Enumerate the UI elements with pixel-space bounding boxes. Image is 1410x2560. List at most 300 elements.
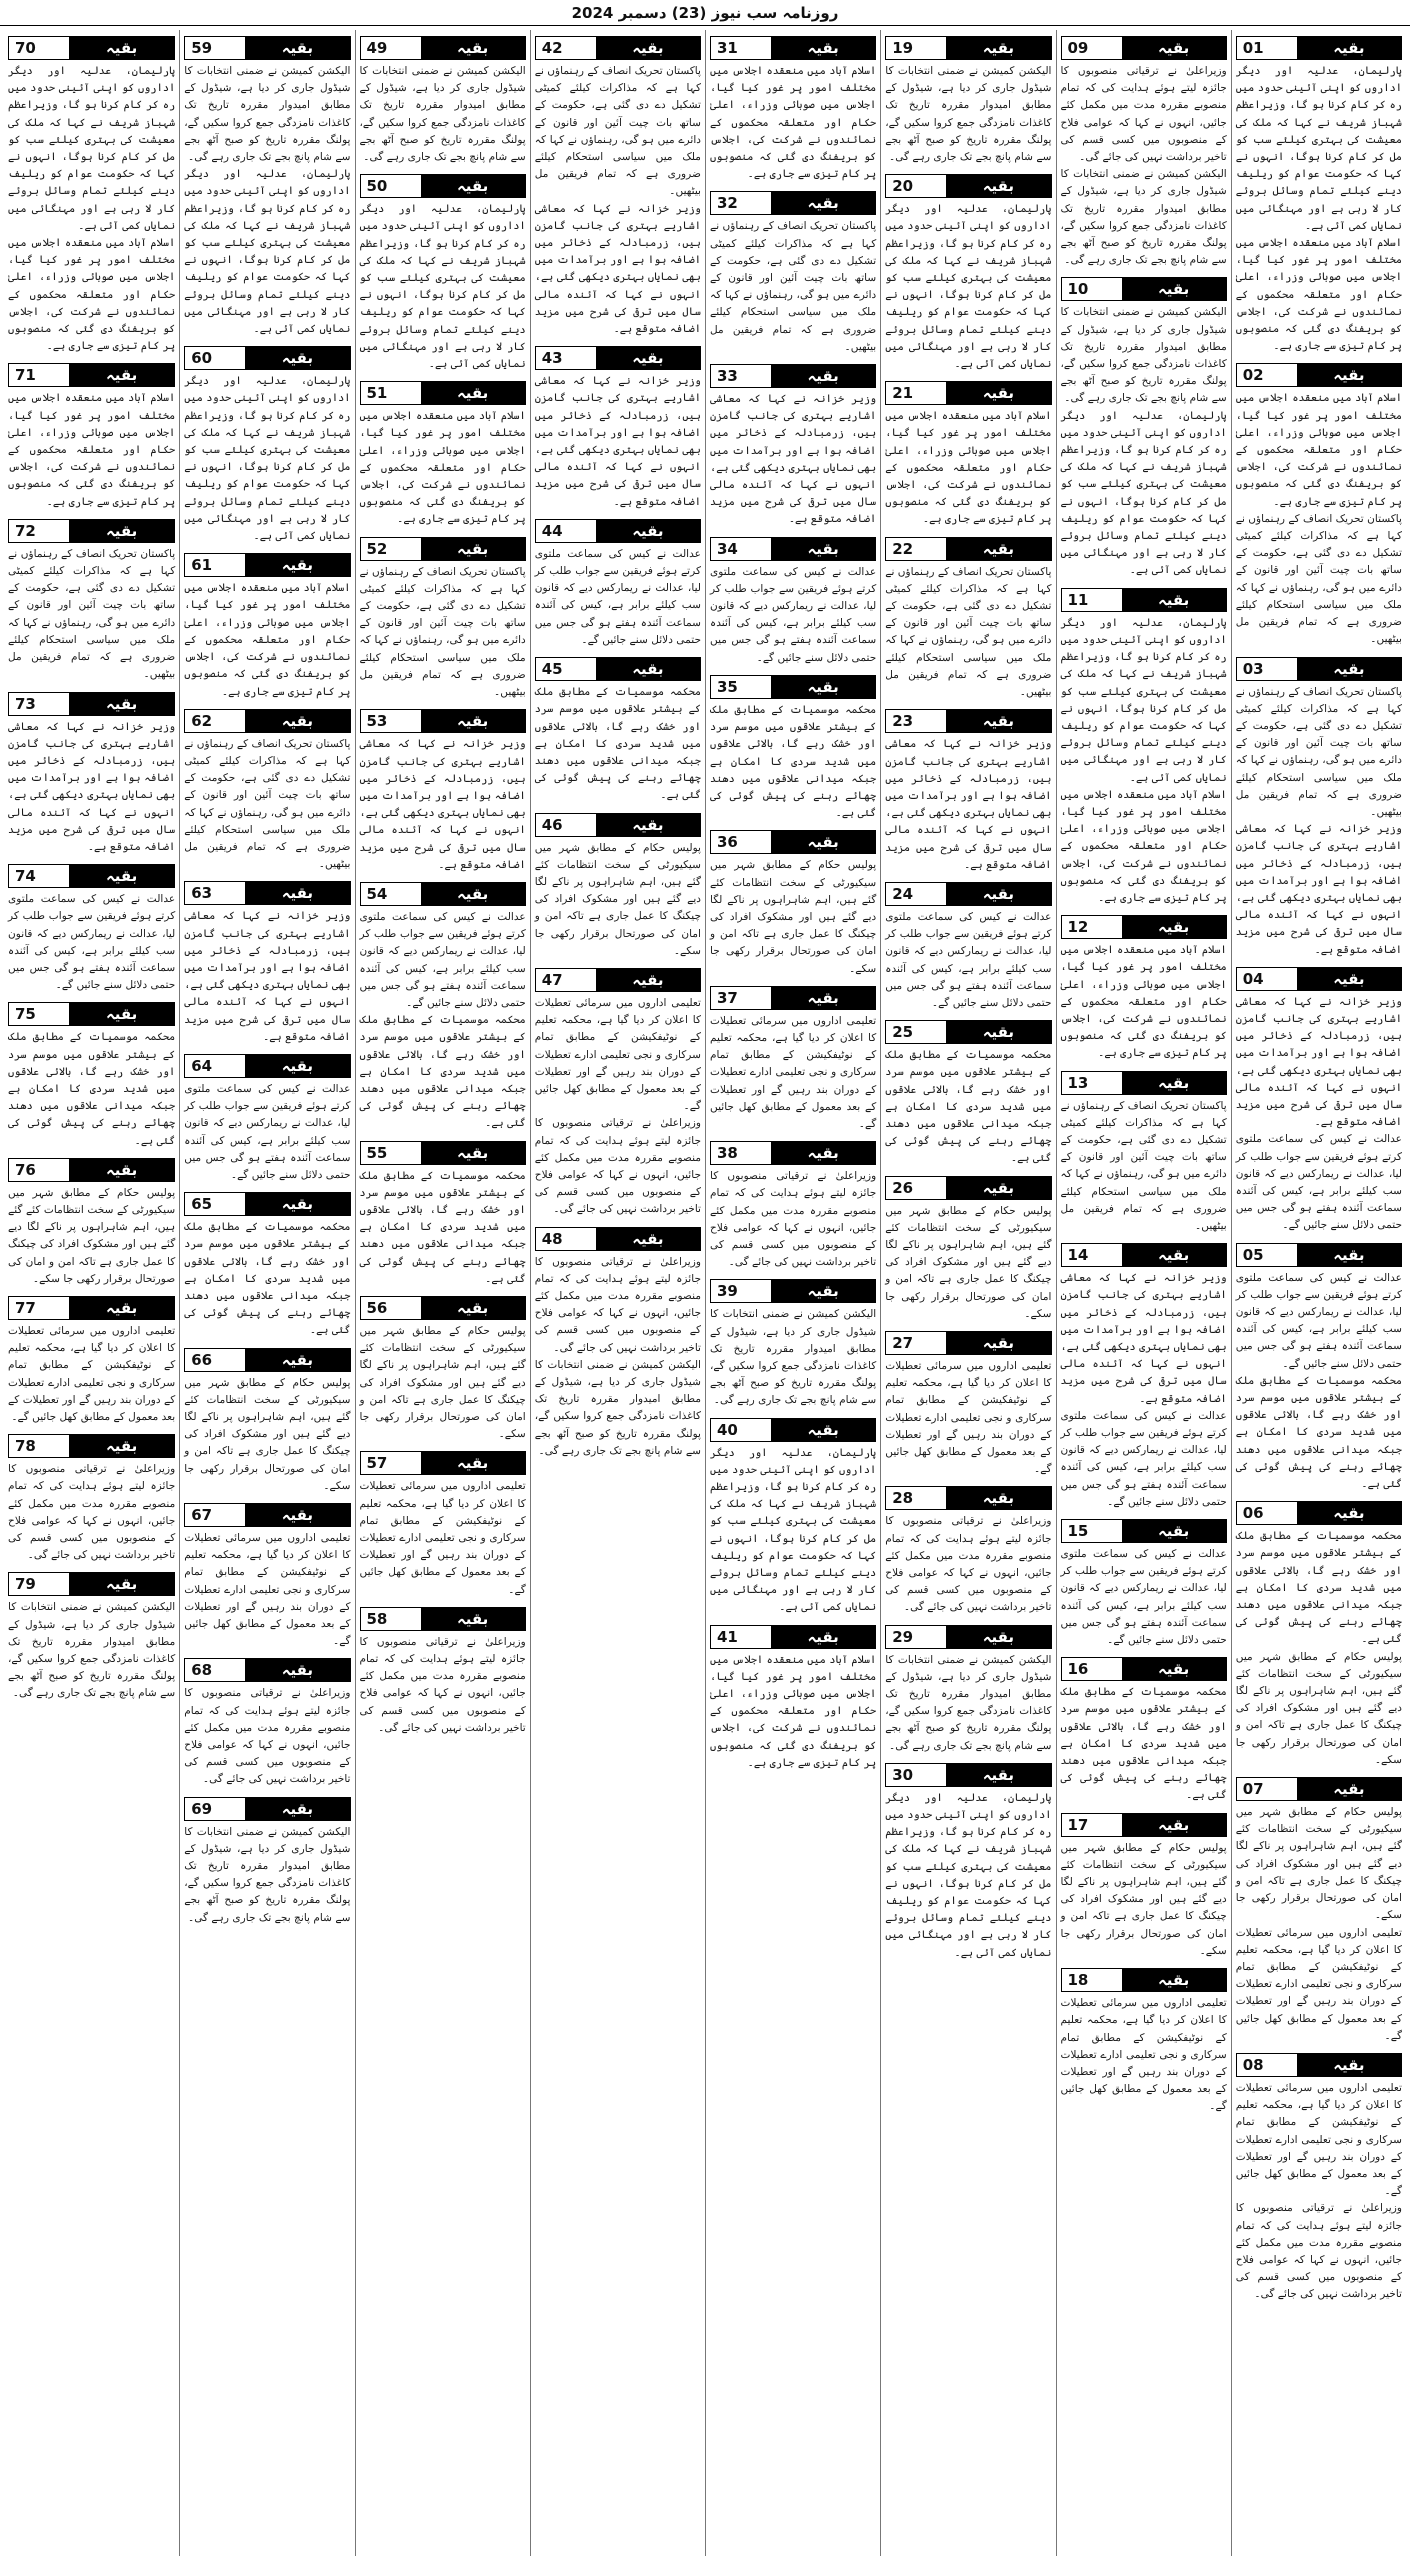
continuation-header xyxy=(360,709,526,733)
continuation-block xyxy=(885,533,1051,702)
continuation-header xyxy=(184,709,350,733)
continuation-number: 72 xyxy=(9,520,69,542)
article-text: وزیراعلیٰ نے ترقیاتی منصوبوں کا جائزہ لیتے ہوئے ہدایت کی کہ تمام منصوبے مقررہ مدت میں مکمل کئے جائیں، انہوں نے کہا کہ عوامی فلاح کے منصوبوں میں کسی قسم کی تاخیر برداشت نہیں کی جائے گی۔ xyxy=(184,1687,351,1786)
article-text: پولیس حکام کے مطابق شہر میں سیکیورٹی کے سخت انتظامات کئے گئے ہیں، اہم شاہراہوں پر ناکے لگا دیے گئے ہیں اور مشکوک افراد کی چیکنگ کا عمل جاری ہے تاکہ امن و امان کی صورتحال برقرار رکھی جا سکے۔ xyxy=(184,1376,351,1492)
continuation-header xyxy=(710,1141,876,1165)
continuation-header xyxy=(1236,36,1402,60)
continuation-header xyxy=(535,657,701,681)
continuation-number: 46 xyxy=(536,814,596,836)
continuation-number: 40 xyxy=(711,1419,771,1441)
continuation-label: بقیہ xyxy=(421,175,525,197)
continuation-block xyxy=(885,1172,1051,1323)
continuation-number: 42 xyxy=(536,37,596,59)
continuation-label: بقیہ xyxy=(69,520,174,542)
continuation-block xyxy=(184,549,350,700)
article-text: تعلیمی اداروں میں سرمائی تعطیلات کا اعلان کر دیا گیا ہے، محکمہ تعلیم کے نوٹیفکیشن کے مطابق تمام سرکاری و نجی تعلیمی ادارے تعطیلات کے دوران بند رہیں گے اور تعطیلات کے بعد معمول کے مطابق کھل جائیں گے۔ xyxy=(534,996,701,1113)
article-text: وزیراعلیٰ نے ترقیاتی منصوبوں کا جائزہ لیتے ہوئے ہدایت کی کہ تمام منصوبے مقررہ مدت میں مکمل کئے جائیں، انہوں نے کہا کہ عوامی فلاح کے منصوبوں میں کسی قسم کی تاخیر برداشت نہیں کی جائے گی۔ xyxy=(8,1463,176,1562)
continuation-number: 06 xyxy=(1237,1502,1297,1524)
continuation-block xyxy=(360,1603,526,1737)
continuation-header xyxy=(360,882,526,906)
continuation-header xyxy=(710,830,876,854)
continuation-header xyxy=(710,1279,876,1303)
page-column xyxy=(179,30,354,2556)
continuation-number: 60 xyxy=(185,347,245,369)
continuation-label: بقیہ xyxy=(421,1142,525,1164)
continuation-header xyxy=(1061,36,1227,60)
continuation-label: بقیہ xyxy=(245,1055,349,1077)
continuation-block xyxy=(535,342,701,511)
continuation-label: بقیہ xyxy=(946,1764,1050,1786)
continuation-number: 30 xyxy=(886,1764,946,1786)
continuation-label: بقیہ xyxy=(771,1280,875,1302)
article-text: عدالت نے کیس کی سماعت ملتوی کرتے ہوئے فریقین سے جواب طلب کر لیا، عدالت نے ریمارکس دیے کہ قانون سب کیلئے برابر ہے، کیس کی آئندہ سماعت آئندہ ہفتے ہو گی جس میں حتمی دلائل سنے جائیں گے۔ xyxy=(534,547,701,646)
article-text: پاکستان تحریک انصاف کے رہنماؤں نے کہا ہے کہ مذاکرات کیلئے کمیٹی تشکیل دے دی گئی ہے، حکومت کے ساتھ بات چیت آئین اور قانون کے دائرے میں ہو گی، رہنماؤں نے کہا کہ ملک میں سیاسی استحکام کیلئے ضروری ہے کہ تمام فریقین مل بیٹھیں۔ xyxy=(534,65,701,198)
continuation-block xyxy=(360,1137,526,1288)
continuation-header xyxy=(360,1141,526,1165)
article-text: اسلام آباد میں منعقدہ اجلاس میں مختلف امور پر غور کیا گیا، اجلاس میں صوبائی وزراء، اعلیٰ حکام اور متعلقہ محکموں کے نمائندوں نے شرکت کی، اجلاس کو بریفنگ دی گئی کہ منصوبوں پر کام تیزی سے جاری ہے۔ xyxy=(8,237,176,353)
continuation-label: بقیہ xyxy=(1297,658,1401,680)
continuation-number: 04 xyxy=(1237,968,1297,990)
continuation-block xyxy=(1061,273,1227,579)
continuation-number: 23 xyxy=(886,710,946,732)
article-text: اسلام آباد میں منعقدہ اجلاس میں مختلف امور پر غور کیا گیا، اجلاس میں صوبائی وزراء، اعلیٰ حکام اور متعلقہ محکموں کے نمائندوں نے شرکت کی، اجلاس کو بریفنگ دی گئی کہ منصوبوں پر کام تیزی سے جاری ہے۔ xyxy=(8,392,176,508)
article-text: محکمہ موسمیات کے مطابق ملک کے بیشتر علاقوں میں موسم سرد اور خشک رہے گا، بالائی علاقوں میں شدید سردی کا امکان ہے جبکہ میدانی علاقوں میں دھند چھائے رہنے کی پیش گوئی کی گئی ہے۔ xyxy=(534,686,701,802)
continuation-number: 11 xyxy=(1062,589,1122,611)
article-text: پاکستان تحریک انصاف کے رہنماؤں نے کہا ہے کہ مذاکرات کیلئے کمیٹی تشکیل دے دی گئی ہے، حکومت کے ساتھ بات چیت آئین اور قانون کے دائرے میں ہو گی، رہنماؤں نے کہا کہ ملک میں سیاسی استحکام کیلئے ضروری ہے کہ تمام فریقین مل بیٹھیں۔ xyxy=(885,565,1052,699)
article-text: عدالت نے کیس کی سماعت ملتوی کرتے ہوئے فریقین سے جواب طلب کر لیا، عدالت نے ریمارکس دیے کہ قانون سب کیلئے برابر ہے، کیس کی آئندہ سماعت آئندہ ہفتے ہو گی جس میں حتمی دلائل سنے جائیں گے۔ xyxy=(1235,1133,1402,1232)
continuation-header xyxy=(8,363,175,387)
continuation-header xyxy=(885,882,1051,906)
continuation-label: بقیہ xyxy=(946,1021,1050,1043)
continuation-header xyxy=(1236,1243,1402,1267)
continuation-number: 65 xyxy=(185,1193,245,1215)
continuation-number: 05 xyxy=(1237,1244,1297,1266)
continuation-block xyxy=(1236,1239,1402,1494)
page-column xyxy=(705,30,880,2556)
article-text: وزیر خزانہ نے کہا کہ معاشی اشاریے بہتری کی جانب گامزن ہیں، زرمبادلہ کے ذخائر میں اضافہ ہوا ہے اور برآمدات میں بھی نمایاں بہتری دیکھی گئی ہے، انہوں نے کہا کہ آئندہ مالی سال میں ترقی کی شرح میں مزید اضافہ متوقع ہے۔ xyxy=(885,738,1052,871)
article-text: وزیراعلیٰ نے ترقیاتی منصوبوں کا جائزہ لیتے ہوئے ہدایت کی کہ تمام منصوبے مقررہ مدت میں مکمل کئے جائیں، انہوں نے کہا کہ عوامی فلاح کے منصوبوں میں کسی قسم کی تاخیر برداشت نہیں کی جائے گی۔ xyxy=(885,1515,1052,1614)
continuation-label: بقیہ xyxy=(245,1193,349,1215)
article-text: الیکشن کمیشن نے ضمنی انتخابات کا شیڈول جاری کر دیا ہے، شیڈول کے مطابق امیدوار مقررہ تاریخ تک کاغذات نامزدگی جمع کروا سکیں گے، پولنگ مقررہ تاریخ کو صبح آٹھ بجے سے شام پانچ بجے تک جاری رہے گی۔ xyxy=(184,65,351,164)
continuation-number: 68 xyxy=(185,1659,245,1681)
continuation-number: 01 xyxy=(1237,37,1297,59)
continuation-number: 71 xyxy=(9,364,69,386)
continuation-block xyxy=(710,1137,876,1271)
continuation-header xyxy=(885,1331,1051,1355)
continuation-label: بقیہ xyxy=(421,883,525,905)
continuation-number: 20 xyxy=(886,175,946,197)
continuation-number: 75 xyxy=(9,1003,69,1025)
continuation-label: بقیہ xyxy=(596,347,700,369)
continuation-header xyxy=(8,1002,175,1026)
article-text: الیکشن کمیشن نے ضمنی انتخابات کا شیڈول جاری کر دیا ہے، شیڈول کے مطابق امیدوار مقررہ تاریخ تک کاغذات نامزدگی جمع کروا سکیں گے، پولنگ مقررہ تاریخ کو صبح آٹھ بجے سے شام پانچ بجے تک جاری رہے گی۔ xyxy=(534,1358,701,1457)
continuation-label: بقیہ xyxy=(1122,37,1226,59)
continuation-number: 26 xyxy=(886,1177,946,1199)
continuation-header xyxy=(184,1348,350,1372)
continuation-label: بقیہ xyxy=(1297,1244,1401,1266)
continuation-label: بقیہ xyxy=(69,693,174,715)
continuation-block xyxy=(1061,1809,1227,1960)
continuation-block xyxy=(710,187,876,356)
continuation-header xyxy=(710,1418,876,1442)
article-text: وزیراعلیٰ نے ترقیاتی منصوبوں کا جائزہ لیتے ہوئے ہدایت کی کہ تمام منصوبے مقررہ مدت میں مکمل کئے جائیں، انہوں نے کہا کہ عوامی فلاح کے منصوبوں میں کسی قسم کی تاخیر برداشت نہیں کی جائے گی۔ xyxy=(534,1117,701,1216)
continuation-header xyxy=(1061,1243,1227,1267)
continuation-number: 61 xyxy=(185,554,245,576)
continuation-header xyxy=(1061,1071,1227,1095)
article-text: وزیراعلیٰ نے ترقیاتی منصوبوں کا جائزہ لیتے ہوئے ہدایت کی کہ تمام منصوبے مقررہ مدت میں مکمل کئے جائیں، انہوں نے کہا کہ عوامی فلاح کے منصوبوں میں کسی قسم کی تاخیر برداشت نہیں کی جائے گی۔ xyxy=(534,1255,701,1354)
continuation-header xyxy=(8,692,175,716)
continuation-header xyxy=(8,1158,175,1182)
page-column xyxy=(1231,30,1406,2556)
continuation-label: بقیہ xyxy=(1297,364,1401,386)
continuation-label: بقیہ xyxy=(946,1626,1050,1648)
continuation-number: 52 xyxy=(361,538,421,560)
continuation-label: بقیہ xyxy=(421,1608,525,1630)
continuation-label: بقیہ xyxy=(245,710,349,732)
page-column xyxy=(355,30,530,2556)
continuation-header xyxy=(1061,915,1227,939)
continuation-label: بقیہ xyxy=(69,1573,174,1595)
continuation-number: 63 xyxy=(185,882,245,904)
continuation-block xyxy=(184,1793,350,1927)
continuation-label: بقیہ xyxy=(421,37,525,59)
article-text: اسلام آباد میں منعقدہ اجلاس میں مختلف امور پر غور کیا گیا، اجلاس میں صوبائی وزراء، اعلیٰ حکام اور متعلقہ محکموں کے نمائندوں نے شرکت کی، اجلاس کو بریفنگ دی گئی کہ منصوبوں پر کام تیزی سے جاری ہے۔ xyxy=(710,1653,877,1769)
continuation-number: 36 xyxy=(711,831,771,853)
continuation-header xyxy=(8,1296,175,1320)
continuation-number: 73 xyxy=(9,693,69,715)
article-text: پولیس حکام کے مطابق شہر میں سیکیورٹی کے سخت انتظامات کئے گئے ہیں، اہم شاہراہوں پر ناکے لگا دیے گئے ہیں اور مشکوک افراد کی چیکنگ کا عمل جاری ہے تاکہ امن و امان کی صورتحال برقرار رکھی جا سکے۔ xyxy=(1235,1806,1402,1922)
article-text: پولیس حکام کے مطابق شہر میں سیکیورٹی کے سخت انتظامات کئے گئے ہیں، اہم شاہراہوں پر ناکے لگا دیے گئے ہیں اور مشکوک افراد کی چیکنگ کا عمل جاری ہے تاکہ امن و امان کی صورتحال برقرار رکھی جا سکے۔ xyxy=(359,1324,526,1441)
continuation-block xyxy=(1061,1067,1227,1236)
continuation-number: 55 xyxy=(361,1142,421,1164)
article-text: وزیر خزانہ نے کہا کہ معاشی اشاریے بہتری کی جانب گامزن ہیں، زرمبادلہ کے ذخائر میں اضافہ ہوا ہے اور برآمدات میں بھی نمایاں بہتری دیکھی گئی ہے، انہوں نے کہا کہ آئندہ مالی سال میں ترقی کی شرح میں مزید اضافہ متوقع ہے۔ xyxy=(1060,1272,1227,1405)
continuation-number: 51 xyxy=(361,382,421,404)
article-text: الیکشن کمیشن نے ضمنی انتخابات کا شیڈول جاری کر دیا ہے، شیڈول کے مطابق امیدوار مقررہ تاریخ تک کاغذات نامزدگی جمع کروا سکیں گے، پولنگ مقررہ تاریخ کو صبح آٹھ بجے سے شام پانچ بجے تک جاری رہے گی۔ xyxy=(359,65,526,164)
continuation-label: بقیہ xyxy=(69,1003,174,1025)
continuation-header xyxy=(885,1763,1051,1787)
continuation-header xyxy=(8,1572,175,1596)
article-text: پارلیمان، عدلیہ اور دیگر اداروں کو اپنی آئینی حدود میں رہ کر کام کرنا ہو گا، وزیراعظم شہباز شریف نے کہا کہ ملک کی معیشت کی بہتری کیلئے سب کو مل کر کام کرنا ہوگا، انہوں نے کہا کہ حکومت عوام کو ریلیف دینے کیلئے تمام وسائل بروئے کار لا رہی ہے اور مہنگائی میں نمایاں کمی آئی ہے۔ xyxy=(8,65,176,232)
continuation-number: 31 xyxy=(711,37,771,59)
article-text: تعلیمی اداروں میں سرمائی تعطیلات کا اعلان کر دیا گیا ہے، محکمہ تعلیم کے نوٹیفکیشن کے مطابق تمام سرکاری و نجی تعلیمی ادارے تعطیلات کے دوران بند رہیں گے اور تعطیلات کے بعد معمول کے مطابق کھل جائیں گے۔ xyxy=(1235,2081,1402,2198)
continuation-block xyxy=(885,1621,1051,1755)
continuation-header xyxy=(184,1054,350,1078)
continuation-label: بقیہ xyxy=(946,883,1050,905)
continuation-number: 32 xyxy=(711,192,771,214)
continuation-label: بقیہ xyxy=(1122,1072,1226,1094)
article-text: پاکستان تحریک انصاف کے رہنماؤں نے کہا ہے کہ مذاکرات کیلئے کمیٹی تشکیل دے دی گئی ہے، حکومت کے ساتھ بات چیت آئین اور قانون کے دائرے میں ہو گی، رہنماؤں نے کہا کہ ملک میں سیاسی استحکام کیلئے ضروری ہے کہ تمام فریقین مل بیٹھیں۔ xyxy=(359,565,526,699)
article-text: تعلیمی اداروں میں سرمائی تعطیلات کا اعلان کر دیا گیا ہے، محکمہ تعلیم کے نوٹیفکیشن کے مطابق تمام سرکاری و نجی تعلیمی ادارے تعطیلات کے دوران بند رہیں گے اور تعطیلات کے بعد معمول کے مطابق کھل جائیں گے۔ xyxy=(1060,1997,1227,2113)
article-text: اسلام آباد میں منعقدہ اجلاس میں مختلف امور پر غور کیا گیا، اجلاس میں صوبائی وزراء، اعلیٰ حکام اور متعلقہ محکموں کے نمائندوں نے شرکت کی، اجلاس کو بریفنگ دی گئی کہ منصوبوں پر کام تیزی سے جاری ہے۔ xyxy=(1060,944,1227,1060)
continuation-block xyxy=(184,342,350,545)
continuation-block xyxy=(1236,963,1402,1235)
continuation-number: 28 xyxy=(886,1487,946,1509)
continuation-number: 78 xyxy=(9,1435,69,1457)
continuation-label: بقیہ xyxy=(245,1659,349,1681)
article-text: پاکستان تحریک انصاف کے رہنماؤں نے کہا ہے کہ مذاکرات کیلئے کمیٹی تشکیل دے دی گئی ہے، حکومت کے ساتھ بات چیت آئین اور قانون کے دائرے میں ہو گی، رہنماؤں نے کہا کہ ملک میں سیاسی استحکام کیلئے ضروری ہے کہ تمام فریقین مل بیٹھیں۔ xyxy=(184,737,351,871)
article-text: وزیر خزانہ نے کہا کہ معاشی اشاریے بہتری کی جانب گامزن ہیں، زرمبادلہ کے ذخائر میں اضافہ ہوا ہے اور برآمدات میں بھی نمایاں بہتری دیکھی گئی ہے، انہوں نے کہا کہ آئندہ مالی سال میں ترقی کی شرح میں مزید اضافہ متوقع ہے۔ xyxy=(359,738,526,871)
continuation-header xyxy=(710,675,876,699)
continuation-block xyxy=(184,1499,350,1650)
continuation-number: 45 xyxy=(536,658,596,680)
article-text: پولیس حکام کے مطابق شہر میں سیکیورٹی کے سخت انتظامات کئے گئے ہیں، اہم شاہراہوں پر ناکے لگا دیے گئے ہیں اور مشکوک افراد کی چیکنگ کا عمل جاری ہے تاکہ امن و امان کی صورتحال برقرار رکھی جا سکے۔ xyxy=(1060,1841,1227,1957)
continuation-label: بقیہ xyxy=(771,987,875,1009)
page-column xyxy=(1056,30,1231,2556)
continuation-header xyxy=(1061,1519,1227,1543)
continuation-label: بقیہ xyxy=(69,865,174,887)
article-text: اسلام آباد میں منعقدہ اجلاس میں مختلف امور پر غور کیا گیا، اجلاس میں صوبائی وزراء، اعلیٰ حکام اور متعلقہ محکموں کے نمائندوں نے شرکت کی، اجلاس کو بریفنگ دی گئی کہ منصوبوں پر کام تیزی سے جاری ہے۔ xyxy=(359,410,526,526)
page-column xyxy=(880,30,1055,2556)
article-text: پارلیمان، عدلیہ اور دیگر اداروں کو اپنی آئینی حدود میں رہ کر کام کرنا ہو گا، وزیراعظم شہباز شریف نے کہا کہ ملک کی معیشت کی بہتری کیلئے سب کو مل کر کام کرنا ہوگا، انہوں نے کہا کہ حکومت عوام کو ریلیف دینے کیلئے تمام وسائل بروئے کار لا رہی ہے اور مہنگائی میں نمایاں کمی آئی ہے۔ xyxy=(1060,409,1227,577)
article-text: الیکشن کمیشن نے ضمنی انتخابات کا شیڈول جاری کر دیا ہے، شیڈول کے مطابق امیدوار مقررہ تاریخ تک کاغذات نامزدگی جمع کروا سکیں گے، پولنگ مقررہ تاریخ کو صبح آٹھ بجے سے شام پانچ بجے تک جاری رہے گی۔ xyxy=(1060,306,1227,405)
continuation-number: 54 xyxy=(361,883,421,905)
article-text: پولیس حکام کے مطابق شہر میں سیکیورٹی کے سخت انتظامات کئے گئے ہیں، اہم شاہراہوں پر ناکے لگا دیے گئے ہیں اور مشکوک افراد کی چیکنگ کا عمل جاری ہے تاکہ امن و امان کی صورتحال برقرار رکھی جا سکے۔ xyxy=(885,1204,1052,1320)
continuation-block xyxy=(710,1275,876,1409)
continuation-header xyxy=(1236,1501,1402,1525)
article-text: عدالت نے کیس کی سماعت ملتوی کرتے ہوئے فریقین سے جواب طلب کر لیا، عدالت نے ریمارکس دیے کہ قانون سب کیلئے برابر ہے، کیس کی آئندہ سماعت آئندہ ہفتے ہو گی جس میں حتمی دلائل سنے جائیں گے۔ xyxy=(710,565,877,664)
article-text: محکمہ موسمیات کے مطابق ملک کے بیشتر علاقوں میں موسم سرد اور خشک رہے گا، بالائی علاقوں میں شدید سردی کا امکان ہے جبکہ میدانی علاقوں میں دھند چھائے رہنے کی پیش گوئی کی گئی ہے۔ xyxy=(8,1031,176,1147)
continuation-label: بقیہ xyxy=(946,710,1050,732)
article-text: وزیر خزانہ نے کہا کہ معاشی اشاریے بہتری کی جانب گامزن ہیں، زرمبادلہ کے ذخائر میں اضافہ ہوا ہے اور برآمدات میں بھی نمایاں بہتری دیکھی گئی ہے، انہوں نے کہا کہ آئندہ مالی سال میں ترقی کی شرح میں مزید اضافہ متوقع ہے۔ xyxy=(1235,995,1402,1129)
article-text: وزیر خزانہ نے کہا کہ معاشی اشاریے بہتری کی جانب گامزن ہیں، زرمبادلہ کے ذخائر میں اضافہ ہوا ہے اور برآمدات میں بھی نمایاں بہتری دیکھی گئی ہے، انہوں نے کہا کہ آئندہ مالی سال میں ترقی کی شرح میں مزید اضافہ متوقع ہے۔ xyxy=(534,375,701,508)
continuation-number: 57 xyxy=(361,1452,421,1474)
continuation-number: 77 xyxy=(9,1297,69,1319)
continuation-header xyxy=(710,537,876,561)
article-text: وزیر خزانہ نے کہا کہ معاشی اشاریے بہتری کی جانب گامزن ہیں، زرمبادلہ کے ذخائر میں اضافہ ہوا ہے اور برآمدات میں بھی نمایاں بہتری دیکھی گئی ہے، انہوں نے کہا کہ آئندہ مالی سال میں ترقی کی شرح میں مزید اضافہ متوقع ہے۔ xyxy=(1235,823,1402,956)
article-text: پولیس حکام کے مطابق شہر میں سیکیورٹی کے سخت انتظامات کئے گئے ہیں، اہم شاہراہوں پر ناکے لگا دیے گئے ہیں اور مشکوک افراد کی چیکنگ کا عمل جاری ہے تاکہ امن و امان کی صورتحال برقرار رکھی جا سکے۔ xyxy=(1235,1650,1402,1766)
continuation-header xyxy=(360,174,526,198)
continuation-label: بقیہ xyxy=(1122,278,1226,300)
continuation-header xyxy=(885,1486,1051,1510)
article-text: پولیس حکام کے مطابق شہر میں سیکیورٹی کے سخت انتظامات کئے گئے ہیں، اہم شاہراہوں پر ناکے لگا دیے گئے ہیں اور مشکوک افراد کی چیکنگ کا عمل جاری ہے تاکہ امن و امان کی صورتحال برقرار رکھی جا سکے۔ xyxy=(534,841,701,957)
article-text: عدالت نے کیس کی سماعت ملتوی کرتے ہوئے فریقین سے جواب طلب کر لیا، عدالت نے ریمارکس دیے کہ قانون سب کیلئے برابر ہے، کیس کی آئندہ سماعت آئندہ ہفتے ہو گی جس میں حتمی دلائل سنے جائیں گے۔ xyxy=(184,1082,351,1181)
continuation-label: بقیہ xyxy=(421,538,525,560)
continuation-number: 13 xyxy=(1062,1072,1122,1094)
continuation-block xyxy=(710,32,876,183)
continuation-block xyxy=(360,705,526,874)
continuation-number: 24 xyxy=(886,883,946,905)
continuation-header xyxy=(710,986,876,1010)
continuation-header xyxy=(184,1658,350,1682)
article-text: الیکشن کمیشن نے ضمنی انتخابات کا شیڈول جاری کر دیا ہے، شیڈول کے مطابق امیدوار مقررہ تاریخ تک کاغذات نامزدگی جمع کروا سکیں گے، پولنگ مقررہ تاریخ کو صبح آٹھ بجے سے شام پانچ بجے تک جاری رہے گی۔ xyxy=(1060,168,1227,267)
continuation-label: بقیہ xyxy=(771,1142,875,1164)
article-text: الیکشن کمیشن نے ضمنی انتخابات کا شیڈول جاری کر دیا ہے، شیڈول کے مطابق امیدوار مقررہ تاریخ تک کاغذات نامزدگی جمع کروا سکیں گے، پولنگ مقررہ تاریخ کو صبح آٹھ بجے سے شام پانچ بجے تک جاری رہے گی۔ xyxy=(885,1653,1052,1752)
continuation-number: 14 xyxy=(1062,1244,1122,1266)
continuation-label: بقیہ xyxy=(245,37,349,59)
continuation-header xyxy=(535,813,701,837)
continuation-label: بقیہ xyxy=(245,554,349,576)
continuation-label: بقیہ xyxy=(1122,1520,1226,1542)
continuation-label: بقیہ xyxy=(1122,916,1226,938)
continuation-label: بقیہ xyxy=(771,831,875,853)
continuation-block xyxy=(8,1430,175,1564)
continuation-label: بقیہ xyxy=(1122,1814,1226,1836)
article-text: وزیر خزانہ نے کہا کہ معاشی اشاریے بہتری کی جانب گامزن ہیں، زرمبادلہ کے ذخائر میں اضافہ ہوا ہے اور برآمدات میں بھی نمایاں بہتری دیکھی گئی ہے، انہوں نے کہا کہ آئندہ مالی سال میں ترقی کی شرح میں مزید اضافہ متوقع ہے۔ xyxy=(8,720,176,853)
continuation-block xyxy=(1236,653,1402,959)
continuation-number: 35 xyxy=(711,676,771,698)
continuation-number: 33 xyxy=(711,365,771,387)
article-text: پاکستان تحریک انصاف کے رہنماؤں نے کہا ہے کہ مذاکرات کیلئے کمیٹی تشکیل دے دی گئی ہے، حکومت کے ساتھ بات چیت آئین اور قانون کے دائرے میں ہو گی، رہنماؤں نے کہا کہ ملک میں سیاسی استحکام کیلئے ضروری ہے کہ تمام فریقین مل بیٹھیں۔ xyxy=(8,547,176,681)
continuation-header xyxy=(535,36,701,60)
continuation-header xyxy=(1061,1813,1227,1837)
continuation-block xyxy=(360,1292,526,1443)
continuation-label: بقیہ xyxy=(596,658,700,680)
continuation-label: بقیہ xyxy=(946,37,1050,59)
continuation-number: 62 xyxy=(185,710,245,732)
continuation-number: 41 xyxy=(711,1626,771,1648)
continuation-label: بقیہ xyxy=(245,882,349,904)
continuation-block xyxy=(1061,1239,1227,1511)
article-text: پاکستان تحریک انصاف کے رہنماؤں نے کہا ہے کہ مذاکرات کیلئے کمیٹی تشکیل دے دی گئی ہے، حکومت کے ساتھ بات چیت آئین اور قانون کے دائرے میں ہو گی، رہنماؤں نے کہا کہ ملک میں سیاسی استحکام کیلئے ضروری ہے کہ تمام فریقین مل بیٹھیں۔ xyxy=(710,220,877,353)
continuation-header xyxy=(535,1227,701,1251)
continuation-header xyxy=(1061,277,1227,301)
continuation-block xyxy=(184,877,350,1046)
continuation-label: بقیہ xyxy=(946,1177,1050,1199)
article-text: پولیس حکام کے مطابق شہر میں سیکیورٹی کے سخت انتظامات کئے گئے ہیں، اہم شاہراہوں پر ناکے لگا دیے گئے ہیں اور مشکوک افراد کی چیکنگ کا عمل جاری ہے تاکہ امن و امان کی صورتحال برقرار رکھی جا سکے۔ xyxy=(8,1186,176,1285)
article-text: پاکستان تحریک انصاف کے رہنماؤں نے کہا ہے کہ مذاکرات کیلئے کمیٹی تشکیل دے دی گئی ہے، حکومت کے ساتھ بات چیت آئین اور قانون کے دائرے میں ہو گی، رہنماؤں نے کہا کہ ملک میں سیاسی استحکام کیلئے ضروری ہے کہ تمام فریقین مل بیٹھیں۔ xyxy=(1060,1099,1227,1232)
continuation-label: بقیہ xyxy=(1122,1244,1226,1266)
continuation-block xyxy=(8,1292,175,1426)
continuation-block xyxy=(885,170,1051,373)
continuation-block xyxy=(8,32,175,355)
continuation-header xyxy=(8,519,175,543)
article-text: محکمہ موسمیات کے مطابق ملک کے بیشتر علاقوں میں موسم سرد اور خشک رہے گا، بالائی علاقوں میں شدید سردی کا امکان ہے جبکہ میدانی علاقوں میں دھند چھائے رہنے کی پیش گوئی کی گئی ہے۔ xyxy=(184,1221,351,1337)
continuation-block xyxy=(535,809,701,960)
continuation-number: 79 xyxy=(9,1573,69,1595)
continuation-number: 38 xyxy=(711,1142,771,1164)
continuation-number: 08 xyxy=(1237,2054,1297,2076)
article-text: اسلام آباد میں منعقدہ اجلاس میں مختلف امور پر غور کیا گیا، اجلاس میں صوبائی وزراء، اعلیٰ حکام اور متعلقہ محکموں کے نمائندوں نے شرکت کی، اجلاس کو بریفنگ دی گئی کہ منصوبوں پر کام تیزی سے جاری ہے۔ xyxy=(885,410,1052,526)
continuation-label: بقیہ xyxy=(1297,1502,1401,1524)
article-text: اسلام آباد میں منعقدہ اجلاس میں مختلف امور پر غور کیا گیا، اجلاس میں صوبائی وزراء، اعلیٰ حکام اور متعلقہ محکموں کے نمائندوں نے شرکت کی، اجلاس کو بریفنگ دی گئی کہ منصوبوں پر کام تیزی سے جاری ہے۔ xyxy=(710,65,877,181)
article-text: محکمہ موسمیات کے مطابق ملک کے بیشتر علاقوں میں موسم سرد اور خشک رہے گا، بالائی علاقوں میں شدید سردی کا امکان ہے جبکہ میدانی علاقوں میں دھند چھائے رہنے کی پیش گوئی کی گئی ہے۔ xyxy=(359,1014,526,1130)
continuation-block xyxy=(360,32,526,166)
continuation-label: بقیہ xyxy=(421,1297,525,1319)
continuation-block xyxy=(710,360,876,529)
article-text: پارلیمان، عدلیہ اور دیگر اداروں کو اپنی آئینی حدود میں رہ کر کام کرنا ہو گا، وزیراعظم شہباز شریف نے کہا کہ ملک کی معیشت کی بہتری کیلئے سب کو مل کر کام کرنا ہوگا، انہوں نے کہا کہ حکومت عوام کو ریلیف دینے کیلئے تمام وسائل بروئے کار لا رہی ہے اور مہنگائی میں نمایاں کمی آئی ہے۔ xyxy=(1060,616,1227,784)
continuation-label: بقیہ xyxy=(245,1798,349,1820)
continuation-block xyxy=(184,1654,350,1788)
continuation-block xyxy=(1061,32,1227,269)
continuation-label: بقیہ xyxy=(771,538,875,560)
article-text: پارلیمان، عدلیہ اور دیگر اداروں کو اپنی آئینی حدود میں رہ کر کام کرنا ہو گا، وزیراعظم شہباز شریف نے کہا کہ ملک کی معیشت کی بہتری کیلئے سب کو مل کر کام کرنا ہوگا، انہوں نے کہا کہ حکومت عوام کو ریلیف دینے کیلئے تمام وسائل بروئے کار لا رہی ہے اور مہنگائی میں نمایاں کمی آئی ہے۔ xyxy=(184,375,351,543)
continuation-header xyxy=(184,553,350,577)
continuation-header xyxy=(1061,588,1227,612)
continuation-block xyxy=(885,1016,1051,1167)
article-text: وزیر خزانہ نے کہا کہ معاشی اشاریے بہتری کی جانب گامزن ہیں، زرمبادلہ کے ذخائر میں اضافہ ہوا ہے اور برآمدات میں بھی نمایاں بہتری دیکھی گئی ہے، انہوں نے کہا کہ آئندہ مالی سال میں ترقی کی شرح میں مزید اضافہ متوقع ہے۔ xyxy=(534,202,701,336)
continuation-label: بقیہ xyxy=(69,1435,174,1457)
continuation-header xyxy=(360,381,526,405)
continuation-label: بقیہ xyxy=(596,1228,700,1250)
continuation-number: 70 xyxy=(9,37,69,59)
continuation-block xyxy=(885,1482,1051,1616)
continuation-block xyxy=(710,1414,876,1617)
continuation-block xyxy=(1236,1773,1402,2045)
continuation-header xyxy=(885,709,1051,733)
continuation-number: 12 xyxy=(1062,916,1122,938)
article-text: تعلیمی اداروں میں سرمائی تعطیلات کا اعلان کر دیا گیا ہے، محکمہ تعلیم کے نوٹیفکیشن کے مطابق تمام سرکاری و نجی تعلیمی ادارے تعطیلات کے دوران بند رہیں گے اور تعطیلات کے بعد معمول کے مطابق کھل جائیں گے۔ xyxy=(359,1480,526,1596)
continuation-block xyxy=(1236,2049,1402,2304)
continuation-header xyxy=(8,864,175,888)
continuation-label: بقیہ xyxy=(946,1332,1050,1354)
continuation-header xyxy=(885,1176,1051,1200)
continuation-block xyxy=(8,998,175,1149)
continuation-block xyxy=(360,1447,526,1598)
article-text: محکمہ موسمیات کے مطابق ملک کے بیشتر علاقوں میں موسم سرد اور خشک رہے گا، بالائی علاقوں میں شدید سردی کا امکان ہے جبکہ میدانی علاقوں میں دھند چھائے رہنے کی پیش گوئی کی گئی ہے۔ xyxy=(359,1169,526,1285)
continuation-block xyxy=(535,515,701,649)
continuation-block xyxy=(8,688,175,857)
article-text: وزیراعلیٰ نے ترقیاتی منصوبوں کا جائزہ لیتے ہوئے ہدایت کی کہ تمام منصوبے مقررہ مدت میں مکمل کئے جائیں، انہوں نے کہا کہ عوامی فلاح کے منصوبوں میں کسی قسم کی تاخیر برداشت نہیں کی جائے گی۔ xyxy=(1235,2202,1402,2301)
continuation-block xyxy=(710,533,876,667)
continuation-label: بقیہ xyxy=(421,710,525,732)
continuation-block xyxy=(1061,1515,1227,1649)
continuation-block xyxy=(710,826,876,977)
columns-container xyxy=(4,30,1406,2556)
continuation-number: 67 xyxy=(185,1504,245,1526)
continuation-label: بقیہ xyxy=(245,1504,349,1526)
continuation-label: بقیہ xyxy=(69,1159,174,1181)
article-text: تعلیمی اداروں میں سرمائی تعطیلات کا اعلان کر دیا گیا ہے، محکمہ تعلیم کے نوٹیفکیشن کے مطابق تمام سرکاری و نجی تعلیمی ادارے تعطیلات کے دوران بند رہیں گے اور تعطیلات کے بعد معمول کے مطابق کھل جائیں گے۔ xyxy=(710,1014,877,1130)
continuation-number: 34 xyxy=(711,538,771,560)
continuation-number: 74 xyxy=(9,865,69,887)
page-column xyxy=(530,30,705,2556)
continuation-header xyxy=(360,537,526,561)
article-text: پولیس حکام کے مطابق شہر میں سیکیورٹی کے سخت انتظامات کئے گئے ہیں، اہم شاہراہوں پر ناکے لگا دیے گئے ہیں اور مشکوک افراد کی چیکنگ کا عمل جاری ہے تاکہ امن و امان کی صورتحال برقرار رکھی جا سکے۔ xyxy=(710,859,877,975)
continuation-label: بقیہ xyxy=(596,969,700,991)
continuation-block xyxy=(8,515,175,684)
article-text: محکمہ موسمیات کے مطابق ملک کے بیشتر علاقوں میں موسم سرد اور خشک رہے گا، بالائی علاقوں میں شدید سردی کا امکان ہے جبکہ میدانی علاقوں میں دھند چھائے رہنے کی پیش گوئی کی گئی ہے۔ xyxy=(710,703,877,820)
continuation-header xyxy=(710,1625,876,1649)
article-text: عدالت نے کیس کی سماعت ملتوی کرتے ہوئے فریقین سے جواب طلب کر لیا، عدالت نے ریمارکس دیے کہ قانون سب کیلئے برابر ہے، کیس کی آئندہ سماعت آئندہ ہفتے ہو گی جس میں حتمی دلائل سنے جائیں گے۔ xyxy=(1060,1409,1227,1508)
continuation-label: بقیہ xyxy=(946,538,1050,560)
continuation-number: 56 xyxy=(361,1297,421,1319)
continuation-block xyxy=(535,1223,701,1460)
article-text: عدالت نے کیس کی سماعت ملتوی کرتے ہوئے فریقین سے جواب طلب کر لیا، عدالت نے ریمارکس دیے کہ قانون سب کیلئے برابر ہے، کیس کی آئندہ سماعت آئندہ ہفتے ہو گی جس میں حتمی دلائل سنے جائیں گے۔ xyxy=(1060,1548,1227,1647)
article-text: پاکستان تحریک انصاف کے رہنماؤں نے کہا ہے کہ مذاکرات کیلئے کمیٹی تشکیل دے دی گئی ہے، حکومت کے ساتھ بات چیت آئین اور قانون کے دائرے میں ہو گی، رہنماؤں نے کہا کہ ملک میں سیاسی استحکام کیلئے ضروری ہے کہ تمام فریقین مل بیٹھیں۔ xyxy=(1235,685,1402,818)
continuation-block xyxy=(360,533,526,702)
continuation-label: بقیہ xyxy=(1122,1969,1226,1991)
continuation-block xyxy=(535,32,701,338)
continuation-header xyxy=(710,36,876,60)
continuation-header xyxy=(184,36,350,60)
continuation-label: بقیہ xyxy=(946,382,1050,404)
continuation-block xyxy=(1061,584,1227,907)
continuation-label: بقیہ xyxy=(771,1419,875,1441)
article-text: پارلیمان، عدلیہ اور دیگر اداروں کو اپنی آئینی حدود میں رہ کر کام کرنا ہو گا، وزیراعظم شہباز شریف نے کہا کہ ملک کی معیشت کی بہتری کیلئے سب کو مل کر کام کرنا ہوگا، انہوں نے کہا کہ حکومت عوام کو ریلیف دینے کیلئے تمام وسائل بروئے کار لا رہی ہے اور مہنگائی میں نمایاں کمی آئی ہے۔ xyxy=(710,1446,877,1614)
continuation-number: 15 xyxy=(1062,1520,1122,1542)
continuation-header xyxy=(710,364,876,388)
continuation-block xyxy=(885,878,1051,1012)
continuation-label: بقیہ xyxy=(245,1349,349,1371)
continuation-block xyxy=(8,1154,175,1288)
continuation-header xyxy=(8,36,175,60)
continuation-header xyxy=(184,1797,350,1821)
continuation-block xyxy=(184,1344,350,1495)
article-text: اسلام آباد میں منعقدہ اجلاس میں مختلف امور پر غور کیا گیا، اجلاس میں صوبائی وزراء، اعلیٰ حکام اور متعلقہ محکموں کے نمائندوں نے شرکت کی، اجلاس کو بریفنگ دی گئی کہ منصوبوں پر کام تیزی سے جاری ہے۔ xyxy=(1235,237,1402,353)
continuation-label: بقیہ xyxy=(771,192,875,214)
continuation-block xyxy=(360,170,526,373)
continuation-block xyxy=(885,1759,1051,1962)
article-text: تعلیمی اداروں میں سرمائی تعطیلات کا اعلان کر دیا گیا ہے، محکمہ تعلیم کے نوٹیفکیشن کے مطابق تمام سرکاری و نجی تعلیمی ادارے تعطیلات کے دوران بند رہیں گے اور تعطیلات کے بعد معمول کے مطابق کھل جائیں گے۔ xyxy=(1235,1926,1402,2042)
continuation-block xyxy=(535,964,701,1219)
continuation-block xyxy=(8,1568,175,1702)
continuation-number: 07 xyxy=(1237,1778,1297,1800)
article-text: تعلیمی اداروں میں سرمائی تعطیلات کا اعلان کر دیا گیا ہے، محکمہ تعلیم کے نوٹیفکیشن کے مطابق تمام سرکاری و نجی تعلیمی ادارے تعطیلات کے دوران بند رہیں گے اور تعطیلات کے بعد معمول کے مطابق کھل جائیں گے۔ xyxy=(885,1359,1052,1476)
article-text: پارلیمان، عدلیہ اور دیگر اداروں کو اپنی آئینی حدود میں رہ کر کام کرنا ہو گا، وزیراعظم شہباز شریف نے کہا کہ ملک کی معیشت کی بہتری کیلئے سب کو مل کر کام کرنا ہوگا، انہوں نے کہا کہ حکومت عوام کو ریلیف دینے کیلئے تمام وسائل بروئے کار لا رہی ہے اور مہنگائی میں نمایاں کمی آئی ہے۔ xyxy=(359,203,526,371)
continuation-number: 47 xyxy=(536,969,596,991)
continuation-number: 44 xyxy=(536,520,596,542)
article-text: تعلیمی اداروں میں سرمائی تعطیلات کا اعلان کر دیا گیا ہے، محکمہ تعلیم کے نوٹیفکیشن کے مطابق تمام سرکاری و نجی تعلیمی ادارے تعطیلات کے دوران بند رہیں گے اور تعطیلات کے بعد معمول کے مطابق کھل جائیں گے۔ xyxy=(8,1324,176,1423)
